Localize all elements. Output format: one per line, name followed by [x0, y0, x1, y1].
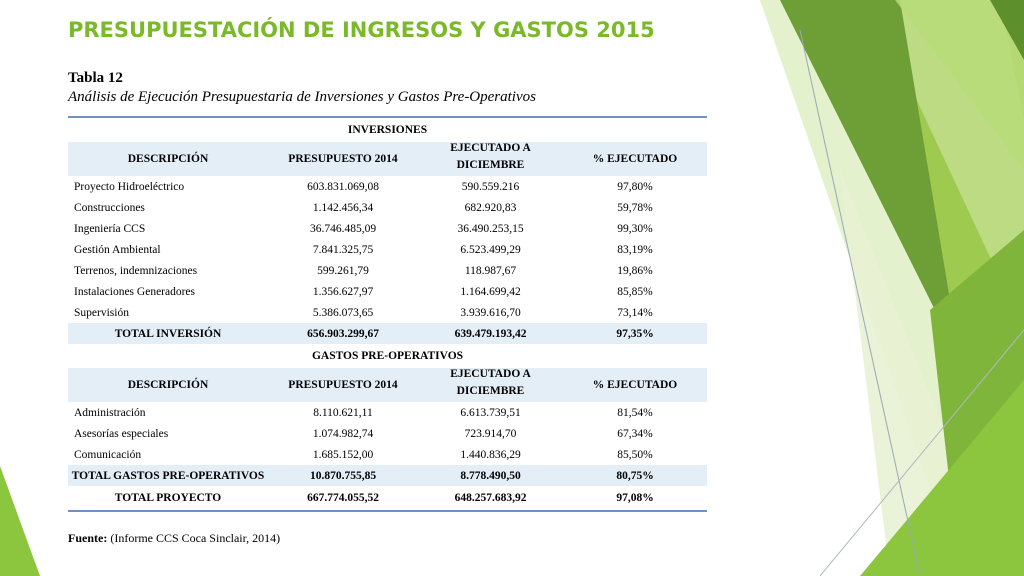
slide-title: PRESUPUESTACIÓN DE INGRESOS Y GASTOS 2015 — [68, 18, 655, 42]
cell-ejecutado: 1.164.699,42 — [460, 285, 521, 298]
source-label: Fuente: — [68, 531, 108, 545]
cell-presupuesto: 603.831.069,08 — [307, 180, 379, 193]
total-gastos-pct: 80,75% — [563, 465, 707, 486]
header-descripcion: DESCRIPCIÓN — [68, 368, 268, 402]
table-row — [68, 218, 707, 239]
total-gastos-label: TOTAL GASTOS PRE-OPERATIVOS — [68, 465, 268, 486]
cell-ejecutado: 723.914,70 — [464, 427, 517, 440]
cell-desc: Ingeniería CCS — [74, 222, 146, 235]
total-proyecto-label: TOTAL PROYECTO — [68, 486, 268, 511]
cell-pct: 83,19% — [617, 243, 653, 256]
header-descripcion: DESCRIPCIÓN — [68, 142, 268, 176]
section-inversiones: INVERSIONES — [347, 124, 428, 136]
cell-desc: Administración — [74, 406, 146, 419]
table-row — [68, 423, 707, 444]
cell-pct: 67,34% — [617, 427, 653, 440]
header-presupuesto: PRESUPUESTO 2014 — [268, 368, 418, 402]
section-gastos: GASTOS PRE-OPERATIVOS — [311, 350, 464, 362]
cell-pct: 85,50% — [617, 448, 653, 461]
cell-pct: 81,54% — [617, 406, 653, 419]
cell-ejecutado: 682.920,83 — [464, 201, 517, 214]
cell-pct: 59,78% — [617, 201, 653, 214]
header-ejecutado-line1: EJECUTADO A — [450, 368, 531, 380]
header-porcentaje: % EJECUTADO — [563, 368, 707, 402]
cell-ejecutado: 118.987,67 — [464, 264, 517, 277]
cell-presupuesto: 1.142.456,34 — [312, 201, 374, 214]
cell-desc: Asesorías especiales — [74, 427, 169, 440]
source-text: (Informe CCS Coca Sinclair, 2014) — [110, 531, 281, 545]
cell-ejecutado: 3.939.616,70 — [460, 306, 521, 319]
table-caption: Análisis de Ejecución Presupuestaria de Inversiones y Gastos Pre-Operativos — [68, 89, 536, 105]
total-proyecto-ejecutado: 648.257.683,92 — [418, 486, 563, 511]
cell-pct: 97,80% — [617, 180, 653, 193]
cell-presupuesto: 7.841.325,75 — [312, 243, 374, 256]
cell-presupuesto: 5.386.073,65 — [312, 306, 374, 319]
table-row — [68, 444, 707, 465]
cell-pct: 19,86% — [617, 264, 653, 277]
cell-desc: Gestión Ambiental — [74, 243, 161, 256]
cell-ejecutado: 36.490.253,15 — [457, 222, 524, 235]
table-row — [68, 402, 707, 423]
budget-table — [68, 118, 707, 512]
header-ejecutado-line1: EJECUTADO A — [450, 142, 531, 154]
cell-ejecutado: 1.440.836,29 — [460, 448, 521, 461]
total-gastos-ejecutado: 8.778.490,50 — [418, 465, 563, 486]
table-row — [68, 302, 707, 323]
cell-presupuesto: 1.074.982,74 — [312, 427, 374, 440]
cell-presupuesto: 1.685.152,00 — [312, 448, 374, 461]
table-row — [68, 197, 707, 218]
header-presupuesto: PRESUPUESTO 2014 — [268, 142, 418, 176]
cell-presupuesto: 1.356.627,97 — [312, 285, 374, 298]
cell-pct: 99,30% — [617, 222, 653, 235]
cell-presupuesto: 36.746.485,09 — [309, 222, 377, 235]
table-label: Tabla 12 — [68, 70, 123, 86]
table-row — [68, 260, 707, 281]
total-inversion-presupuesto: 656.903.299,67 — [268, 323, 418, 344]
total-inversion-label: TOTAL INVERSIÓN — [68, 323, 268, 344]
total-gastos-row — [68, 465, 707, 486]
header-ejecutado — [418, 368, 563, 402]
cell-presupuesto: 8.110.621,11 — [313, 406, 373, 419]
cell-desc: Construcciones — [74, 201, 145, 214]
total-proyecto-row — [68, 486, 707, 511]
cell-desc: Terrenos, indemnizaciones — [74, 264, 198, 277]
cell-ejecutado: 590.559.216 — [461, 180, 520, 193]
cell-desc: Comunicación — [74, 448, 142, 461]
header-ejecutado-line2: DICIEMBRE — [456, 385, 525, 397]
total-inversion-ejecutado: 639.479.193,42 — [418, 323, 563, 344]
total-inversion-pct: 97,35% — [563, 323, 707, 344]
cell-desc: Instalaciones Generadores — [74, 285, 196, 298]
cell-presupuesto: 599.261,79 — [317, 264, 369, 277]
cell-pct: 73,14% — [617, 306, 653, 319]
header-row-gastos — [68, 368, 707, 402]
table-row — [68, 239, 707, 260]
header-porcentaje: % EJECUTADO — [563, 142, 707, 176]
header-ejecutado — [418, 142, 563, 176]
cell-pct: 85,85% — [617, 285, 653, 298]
header-row — [68, 142, 707, 176]
cell-ejecutado: 6.613.739,51 — [460, 406, 521, 419]
section-gastos-row — [68, 344, 707, 368]
cell-desc: Supervisión — [74, 306, 129, 319]
table-row — [68, 281, 707, 302]
header-ejecutado-line2: DICIEMBRE — [456, 159, 525, 171]
table-row — [68, 176, 707, 197]
total-inversion-row — [68, 323, 707, 344]
total-proyecto-pct: 97,08% — [563, 486, 707, 511]
total-gastos-presupuesto: 10.870.755,85 — [268, 465, 418, 486]
source-note — [68, 531, 280, 546]
cell-ejecutado: 6.523.499,29 — [460, 243, 521, 256]
total-proyecto-presupuesto: 667.774.055,52 — [268, 486, 418, 511]
cell-desc: Proyecto Hidroeléctrico — [74, 180, 185, 193]
section-inversiones-row — [68, 118, 707, 142]
